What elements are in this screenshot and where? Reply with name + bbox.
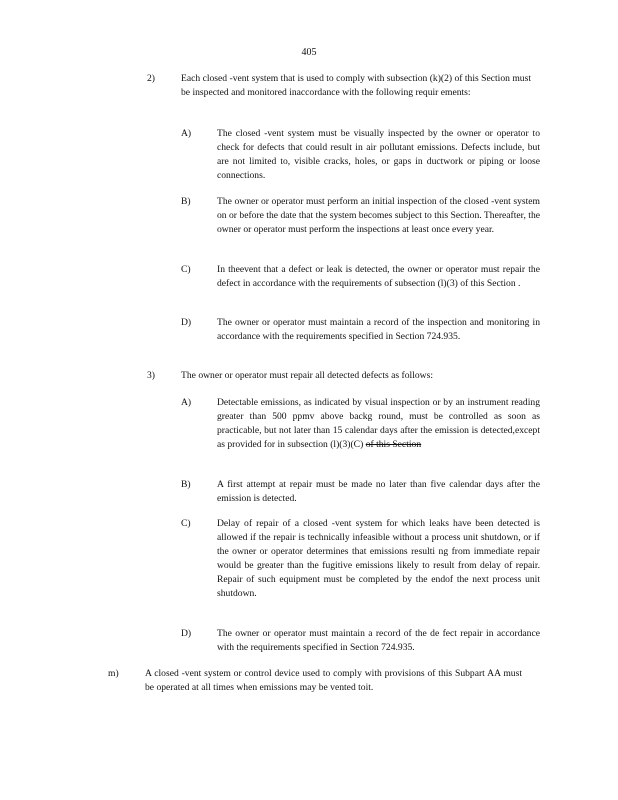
item-text: A first attempt at repair must be made no later than five calendar days after the emission is detected. [217,479,540,504]
struck-text: of this Section [365,439,422,450]
item-text-body: Detectable emissions, as indicated by visual inspection or by an instrument reading greater than 500 ppmv above backg round, must be controlled as soon as practicable, but not later than 15 calendar days after the emission is detected,except as provided for in subsection (l)(3)(C) [217,397,540,450]
item-text: The owner or operator must perform an initial inspection of the closed -vent system on or before the date that the system becomes subject to this Section. Thereafter, the owner or operator must perform the inspections at least once every year. [217,196,540,235]
item-label: D) [181,317,192,328]
item-text: The owner or operator must maintain a record of the inspection and monitoring in accordance with the requirements specified in Section 724.935. [217,317,540,342]
item-label: 2) [147,73,155,84]
item-text: A closed -vent system or control device used to comply with provisions of this Subpart AA must be operated at all times when emissions may be vented toit. [145,668,522,693]
item-text: The owner or operator must repair all detected defects as follows: [181,370,434,381]
item-text: In theevent that a defect or leak is detected, the owner or operator must repair the defect in accordance with the requirements of subsection (l)(3) of this Section . [217,264,540,289]
item-text: Delay of repair of a closed -vent system for which leaks have been detected is allowed if the repair is technically infeasible without a process unit shutdown, or if the owner or operator determines that emissions resulti ng from immediate repair would be greater than the fugitive emissions likely to result from delay of repair. Repair of such equipment must be completed by the endof the next process unit shutdown. [217,518,540,599]
item-label: C) [181,518,191,529]
page-number: 405 [301,47,317,58]
item-text: The closed -vent system must be visually inspected by the owner or operator to check for defects that could result in air pollutant emissions. Defects include, but are not limited to, visible cracks, holes, or gaps in ductwork or piping or loose connections. [217,128,540,181]
item-label: B) [181,479,191,490]
item-label: m) [108,668,119,679]
item-label: A) [181,128,192,139]
item-label: C) [181,264,191,275]
item-label: D) [181,628,192,639]
item-label: B) [181,196,191,207]
item-text: Each closed -vent system that is used to comply with subsection (k)(2) of this Section must be inspected and monitored inaccordance with the following requir ements: [181,73,531,98]
item-label: A) [181,397,192,408]
item-label: 3) [147,370,155,381]
item-text: The owner or operator must maintain a record of the de fect repair in accordance with the requirements specified in Section 724.935. [217,628,540,653]
item-text [217,396,540,452]
